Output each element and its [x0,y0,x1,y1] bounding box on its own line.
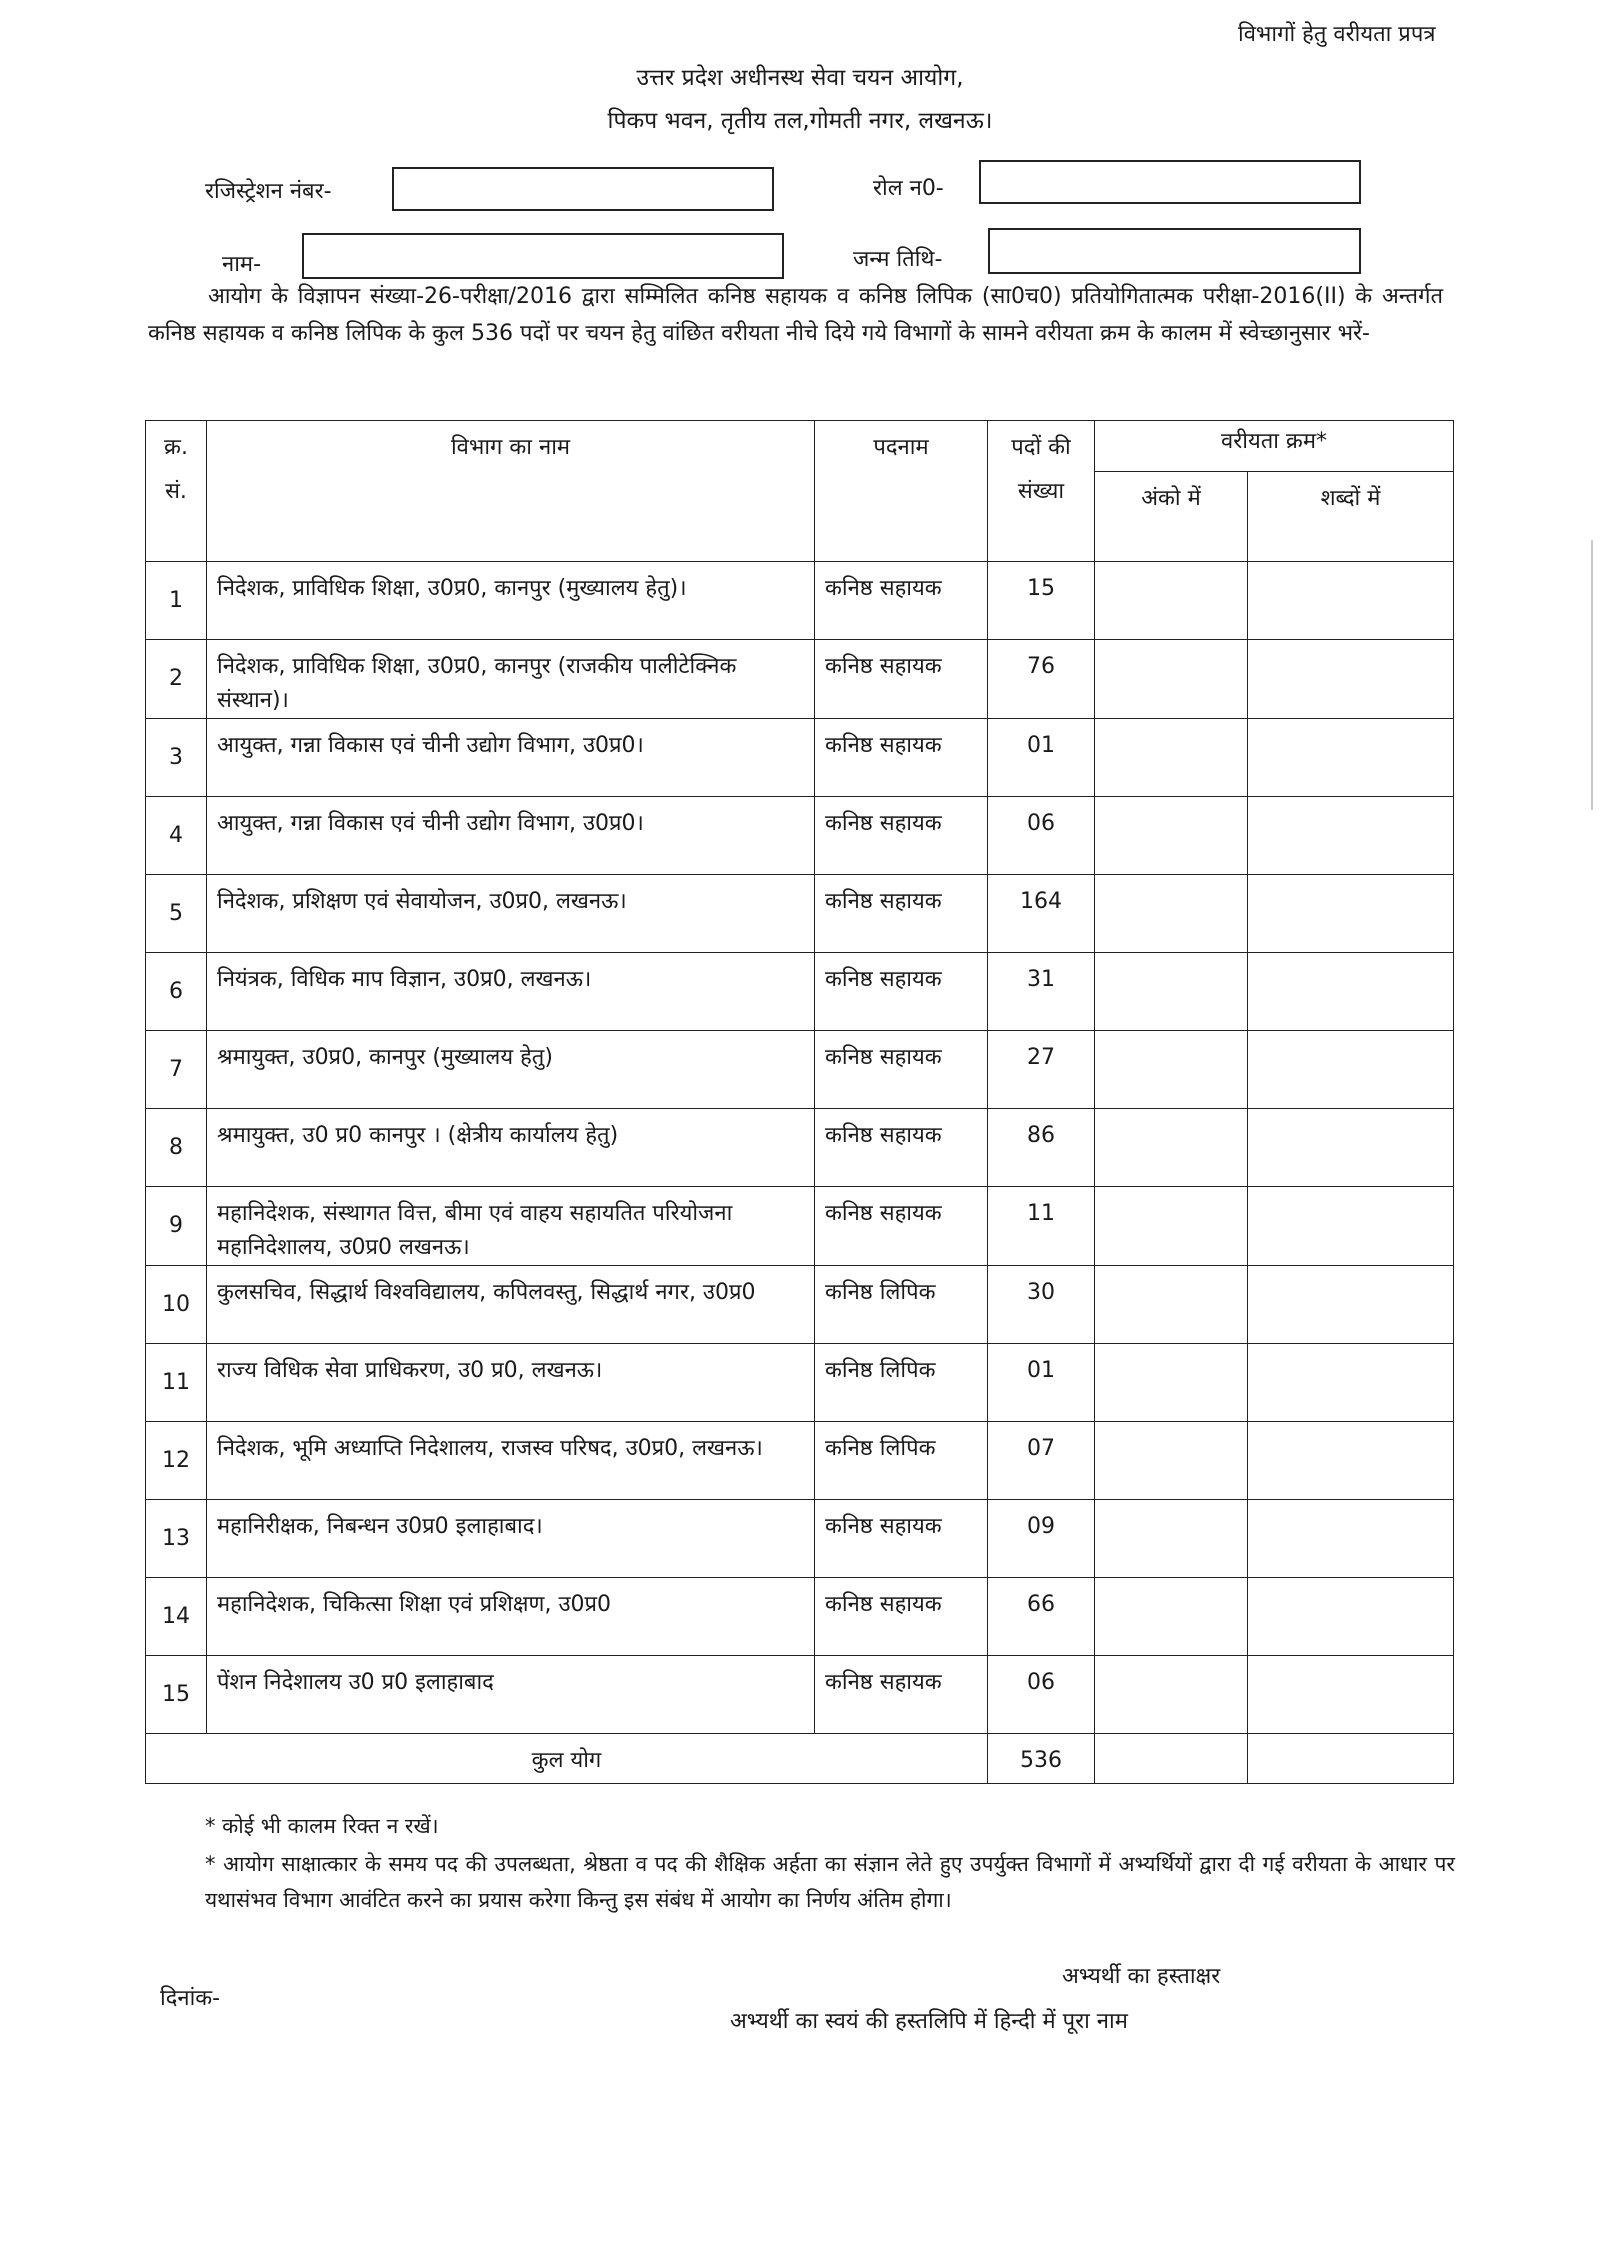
row-dept: महानिदेशक, संस्थागत वित्त, बीमा एवं वाहय सहायतित परियोजना महानिदेशालय, उ0प्र0 लखनऊ। [207,1187,815,1266]
row-dept: पेंशन निदेशालय उ0 प्र0 इलाहाबाद [207,1656,815,1734]
name-label: नाम- [222,252,262,277]
name-input[interactable] [302,233,784,279]
row-sn: 9 [146,1187,207,1266]
row-dept: महानिदेशक, चिकित्सा शिक्षा एवं प्रशिक्षण, उ0प्र0 [207,1578,815,1656]
row-count: 01 [988,1344,1095,1422]
row-pref-words-input[interactable] [1248,562,1454,640]
row-count: 30 [988,1266,1095,1344]
commission-name: उत्तर प्रदेश अधीनस्थ सेवा चयन आयोग, [636,65,964,91]
row-sn: 15 [146,1656,207,1734]
row-sn: 2 [146,640,207,719]
row-sn: 10 [146,1266,207,1344]
row-pref-words-input[interactable] [1248,1266,1454,1344]
row-count: 01 [988,719,1095,797]
row-sn: 12 [146,1422,207,1500]
row-dept: कुलसचिव, सिद्धार्थ विश्वविद्यालय, कपिलवस्तु, सिद्धार्थ नगर, उ0प्र0 [207,1266,815,1344]
header-count-line1: पदों की [1011,435,1071,460]
row-dept: श्रमायुक्त, उ0 प्र0 कानपुर । (क्षेत्रीय कार्यालय हेतु) [207,1109,815,1187]
registration-label: रजिस्ट्रेशन नंबर- [205,179,332,204]
row-pref-words-input[interactable] [1248,1578,1454,1656]
row-sn: 13 [146,1500,207,1578]
row-count: 27 [988,1031,1095,1109]
roll-input[interactable] [979,160,1361,204]
table-row [146,1422,1454,1500]
header-dept: विभाग का नाम [207,421,815,562]
header-count-line2: संख्या [1017,479,1065,504]
total-pref-words [1248,1734,1454,1784]
row-sn: 4 [146,797,207,875]
row-pref-words-input[interactable] [1248,1422,1454,1500]
header-sn [146,421,207,562]
table-row [146,1187,1454,1266]
table-row [146,1500,1454,1578]
row-pref-words-input[interactable] [1248,1500,1454,1578]
header-post: पदनाम [815,421,988,562]
table-row [146,1109,1454,1187]
row-post: कनिष्ठ सहायक [815,640,988,719]
row-pref-digits-input[interactable] [1095,1656,1248,1734]
table-row [146,1656,1454,1734]
row-post: कनिष्ठ लिपिक [815,1344,988,1422]
row-sn: 14 [146,1578,207,1656]
row-dept: श्रमायुक्त, उ0प्र0, कानपुर (मुख्यालय हेतु) [207,1031,815,1109]
table-row [146,953,1454,1031]
table-row [146,1344,1454,1422]
row-dept: निदेशक, प्राविधिक शिक्षा, उ0प्र0, कानपुर (मुख्यालय हेतु)। [207,562,815,640]
row-sn: 6 [146,953,207,1031]
registration-input[interactable] [392,167,774,211]
table-row [146,875,1454,953]
row-pref-digits-input[interactable] [1095,1031,1248,1109]
intro-paragraph: आयोग के विज्ञापन संख्या-26-परीक्षा/2016 द्वारा सम्मिलित कनिष्ठ सहायक व कनिष्ठ लिपिक (सा0च0) प्रतियोगितात्मक परीक्षा-2016(II) के अन्तर्गत कनिष्ठ सहायक व कनिष्ठ लिपिक के कुल 536 पदों पर चयन हेतु वांछित वरीयता नीचे दिये गये विभागों के सामने वरीयता क्रम के कालम में स्वेच्छानुसार भरें- [148,284,1443,346]
form-type-title: विभागों हेतु वरीयता प्रपत्र [1238,22,1436,47]
header-count [988,421,1095,562]
row-pref-words-input[interactable] [1248,875,1454,953]
row-pref-words-input[interactable] [1248,1187,1454,1266]
row-count: 66 [988,1578,1095,1656]
row-post: कनिष्ठ सहायक [815,953,988,1031]
total-value: 536 [988,1734,1095,1784]
row-post: कनिष्ठ सहायक [815,1578,988,1656]
row-post: कनिष्ठ सहायक [815,797,988,875]
row-dept: आयुक्त, गन्ना विकास एवं चीनी उद्योग विभाग, उ0प्र0। [207,797,815,875]
table-row [146,640,1454,719]
row-dept: महानिरीक्षक, निबन्धन उ0प्र0 इलाहाबाद। [207,1500,815,1578]
row-pref-digits-input[interactable] [1095,1187,1248,1266]
row-dept: निदेशक, प्राविधिक शिक्षा, उ0प्र0, कानपुर (राजकीय पालीटेक्निक संस्थान)। [207,640,815,719]
row-sn: 8 [146,1109,207,1187]
row-sn: 1 [146,562,207,640]
row-count: 06 [988,797,1095,875]
row-pref-words-input[interactable] [1248,953,1454,1031]
row-count: 06 [988,1656,1095,1734]
note-2: * आयोग साक्षात्कार के समय पद की उपलब्धता, श्रेष्ठता व पद की शैक्षिक अर्हता का संज्ञान लेते हुए उपर्युक्त विभागों में अभ्यर्थियों द्वारा दी गई वरीयता के आधार पर यथासंभव विभाग आवंटित करने का प्रयास करेगा किन्तु इस संबंध में आयोग का निर्णय अंतिम होगा। [205,1852,1455,1912]
row-pref-digits-input[interactable] [1095,640,1248,719]
row-pref-words-input[interactable] [1248,1109,1454,1187]
row-dept: आयुक्त, गन्ना विकास एवं चीनी उद्योग विभाग, उ0प्र0। [207,719,815,797]
row-post: कनिष्ठ सहायक [815,719,988,797]
note-1: * कोई भी कालम रिक्त न रखें। [205,1814,439,1838]
preference-table [145,420,1454,1784]
row-post: कनिष्ठ सहायक [815,1187,988,1266]
dob-input[interactable] [988,228,1361,274]
row-count: 09 [988,1500,1095,1578]
table-row [146,1266,1454,1344]
row-post: कनिष्ठ सहायक [815,1109,988,1187]
row-count: 164 [988,875,1095,953]
row-dept: निदेशक, भूमि अध्याप्ति निदेशालय, राजस्व परिषद, उ0प्र0, लखनऊ। [207,1422,815,1500]
row-count: 15 [988,562,1095,640]
row-pref-digits-input[interactable] [1095,719,1248,797]
header-pref-digits: अंको में [1095,471,1248,561]
total-label: कुल योग [146,1734,988,1784]
row-pref-words-input[interactable] [1248,640,1454,719]
header-sn-line1: क्र. [164,435,188,460]
row-sn: 11 [146,1344,207,1422]
scan-edge [1591,540,1593,810]
row-post: कनिष्ठ लिपिक [815,1266,988,1344]
row-post: कनिष्ठ सहायक [815,1500,988,1578]
signature-label: अभ्यर्थी का हस्ताक्षर [1062,1964,1221,1989]
row-pref-words-input[interactable] [1248,1656,1454,1734]
roll-label: रोल न0- [873,176,944,201]
date-label: दिनांक- [160,1986,221,2011]
row-pref-digits-input[interactable] [1095,1422,1248,1500]
table-row [146,1578,1454,1656]
row-count: 76 [988,640,1095,719]
row-pref-digits-input[interactable] [1095,1109,1248,1187]
row-pref-digits-input[interactable] [1095,1344,1248,1422]
row-post: कनिष्ठ सहायक [815,562,988,640]
row-pref-digits-input[interactable] [1095,797,1248,875]
row-count: 11 [988,1187,1095,1266]
row-count: 86 [988,1109,1095,1187]
dob-label: जन्म तिथि- [853,247,943,272]
row-pref-digits-input[interactable] [1095,953,1248,1031]
row-post: कनिष्ठ लिपिक [815,1422,988,1500]
row-post: कनिष्ठ सहायक [815,875,988,953]
fullname-label: अभ्यर्थी का स्वयं की हस्तलिपि में हिन्दी में पूरा नाम [730,2009,1128,2034]
row-dept: राज्य विधिक सेवा प्राधिकरण, उ0 प्र0, लखनऊ। [207,1344,815,1422]
row-pref-words-input[interactable] [1248,797,1454,875]
row-sn: 5 [146,875,207,953]
header-preference: वरीयता क्रम* [1095,421,1454,472]
row-pref-digits-input[interactable] [1095,875,1248,953]
row-sn: 3 [146,719,207,797]
row-post: कनिष्ठ सहायक [815,1656,988,1734]
row-pref-digits-input[interactable] [1095,1500,1248,1578]
row-pref-words-input[interactable] [1248,1031,1454,1109]
table-row [146,797,1454,875]
table-row [146,719,1454,797]
row-dept: निदेशक, प्रशिक्षण एवं सेवायोजन, उ0प्र0, लखनऊ। [207,875,815,953]
row-pref-words-input[interactable] [1248,719,1454,797]
row-sn: 7 [146,1031,207,1109]
row-pref-digits-input[interactable] [1095,1266,1248,1344]
row-pref-digits-input[interactable] [1095,1578,1248,1656]
row-count: 31 [988,953,1095,1031]
header-pref-words: शब्दों में [1248,471,1454,561]
row-pref-digits-input[interactable] [1095,562,1248,640]
row-pref-words-input[interactable] [1248,1344,1454,1422]
commission-address: पिकप भवन, तृतीय तल,गोमती नगर, लखनऊ। [607,108,993,134]
table-row [146,1031,1454,1109]
header-sn-line2: सं. [165,479,187,504]
row-post: कनिष्ठ सहायक [815,1031,988,1109]
table-row [146,562,1454,640]
total-pref-digits [1095,1734,1248,1784]
row-dept: नियंत्रक, विधिक माप विज्ञान, उ0प्र0, लखनऊ। [207,953,815,1031]
row-count: 07 [988,1422,1095,1500]
